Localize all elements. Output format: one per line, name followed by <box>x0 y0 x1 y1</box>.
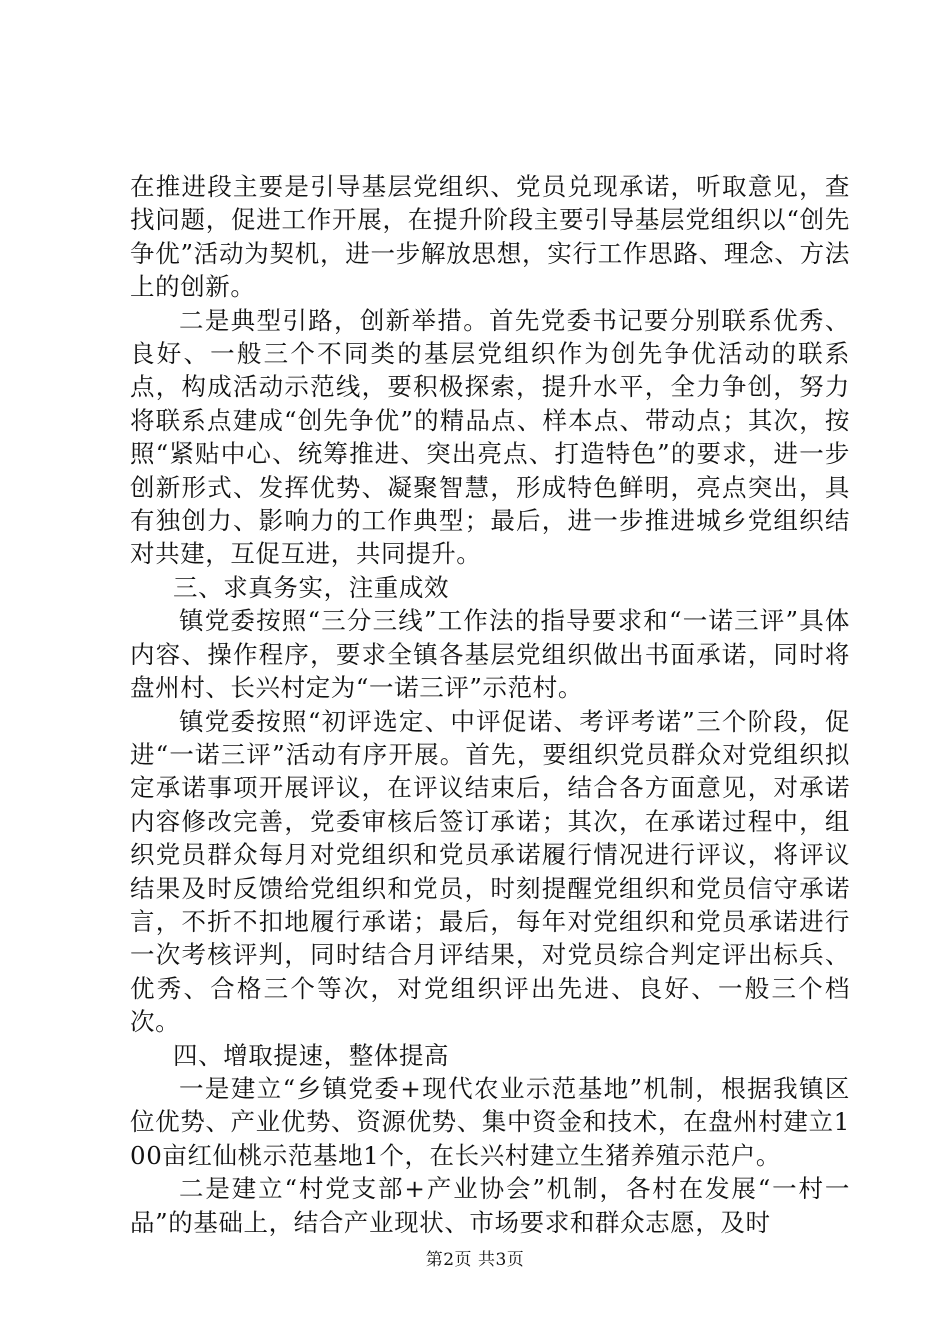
page-number-footer: 第2页 共3页 <box>425 1250 525 1270</box>
paragraph-continuation: 在推进段主要是引导基层党组织、党员兑现承诺，听取意见，查找问题，促进工作开展，在提升阶段主要引导基层党组织以“创先争优”活动为契机，进一步解放思想，实行工作思路、理念、方法上的创新。 <box>130 172 850 302</box>
paragraph-demo-base-mechanism: 一是建立“乡镇党委+现代农业示范基地”机制，根据我镇区位优势、产业优势、资源优势、集中资金和技术，在盘州村建立100亩红仙桃示范基地1个，在长兴村建立生猪养殖示范户。 <box>130 1073 850 1170</box>
paragraph-three-stage-review: 镇党委按照“初评选定、中评促诺、考评考诺”三个阶段，促进“一诺三评”活动有序开展。首先，要组织党员群众对党组织拟定承诺事项开展评议，在评议结束后，结合各方面意见，对承诺内容修改完善，党委审核后签订承诺；其次，在承诺过程中，组织党员群众每月对党组织和党员承诺履行情况进行评议，将评议结果及时反馈给党组织和党员，时刻提醒党组织和党员信守承诺言，不折不扣地履行承诺；最后，每年对党组织和党员承诺进行一次考核评判，同时结合月评结果，对党员综合判定评出标兵、优秀、合格三个等次，对党组织评出先进、良好、一般三个档次。 <box>130 706 850 1037</box>
paragraph-commitment-requirement: 镇党委按照“三分三线”工作法的指导要求和“一诺三评”具体内容、操作程序，要求全镇各基层党组织做出书面承诺，同时将盘州村、长兴村定为“一诺三评”示范村。 <box>130 606 850 703</box>
paragraph-typical-lead: 二是典型引路，创新举措。首先党委书记要分别联系优秀、良好、一般三个不同类的基层党组织作为创先争优活动的联系点，构成活动示范线，要积极探索，提升水平，全力争创，努力将联系点建成“创先争优”的精品点、样本点、带动点；其次，按照“紧贴中心、统筹推进、突出亮点、打造特色”的要求，进一步创新形式、发挥优势、凝聚智慧，形成特色鲜明，亮点突出，具有独创力、影响力的工作典型；最后，进一步推进城乡党组织结对共建，互促互进，共同提升。 <box>130 305 850 569</box>
paragraph-industry-association-mechanism: 二是建立“村党支部+产业协会”机制，各村在发展“一村一品”的基础上，结合产业现状、市场要求和群众志愿，及时 <box>130 1174 850 1237</box>
section-heading-3: 三、求真务实，注重成效 <box>173 572 450 602</box>
document-body <box>130 170 850 1239</box>
section-heading-4: 四、增取提速，整体提高 <box>173 1040 450 1070</box>
